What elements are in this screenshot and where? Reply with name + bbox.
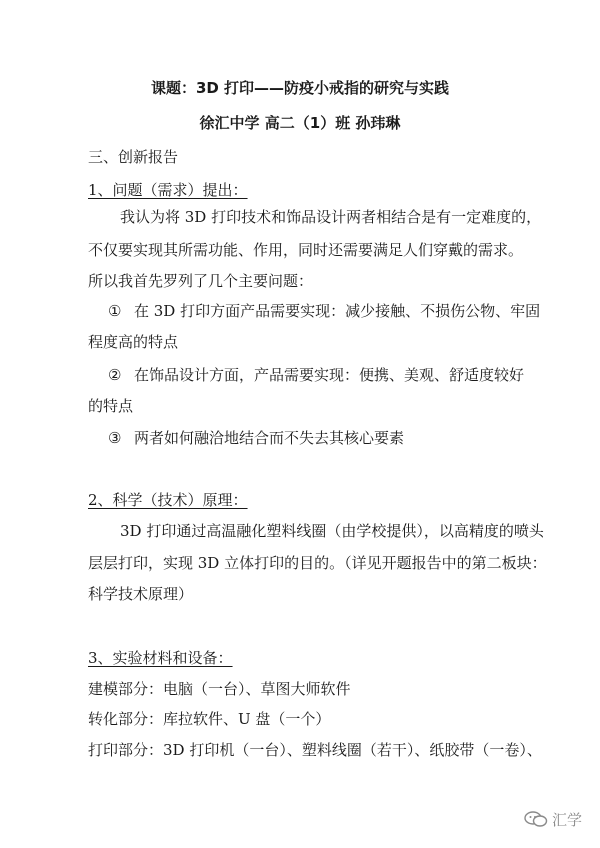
list-text: 两者如何融洽地结合而不失去其核心要素 [134, 429, 405, 447]
wechat-icon [524, 811, 548, 827]
list-item-1 [108, 301, 540, 321]
paragraph-line: 我认为将 3D 打印技术和饰品设计两者相结合是有一定难度的， [120, 208, 542, 226]
list-number: ③ [108, 429, 122, 447]
paragraph-line: 不仅要实现其所需功能、作用，同时还需要满足人们穿戴的需求。 [88, 241, 524, 259]
section-heading: 三、创新报告 [88, 148, 179, 166]
list-text: 在饰品设计方面，产品需要实现：便携、美观、舒适度较好 [134, 366, 525, 384]
author-line: 徐汇中学 高二（1）班 孙玮琳 [199, 114, 401, 132]
subsection-heading-2: 2、科学（技术）原理： [88, 491, 248, 509]
watermark-text: 汇学 [551, 811, 582, 829]
list-item-2 [108, 365, 524, 385]
paragraph-line: 所以我首先罗列了几个主要问题： [88, 272, 314, 290]
watermark [524, 809, 582, 830]
paragraph-line: 打印部分：3D 打印机（一台）、塑料线圈（若干）、纸胶带（一卷）、 [88, 741, 542, 759]
paragraph-line: 转化部分：库拉软件、U 盘（一个） [88, 710, 331, 728]
paragraph-line: 3D 打印通过高温融化塑料线圈（由学校提供），以高精度的喷头 [120, 522, 544, 540]
subsection-heading-3: 3、实验材料和设备： [88, 649, 233, 667]
list-item-3 [108, 428, 404, 448]
list-item-2-cont: 的特点 [88, 397, 134, 415]
list-item-1-cont: 程度高的特点 [88, 333, 179, 351]
document-title: 课题：3D 打印——防疫小戒指的研究与实践 [150, 79, 450, 97]
subsection-heading-1: 1、问题（需求）提出： [88, 181, 248, 199]
paragraph-line: 建模部分：电脑（一台）、草图大师软件 [88, 680, 351, 698]
list-number: ① [108, 302, 122, 320]
list-number: ② [108, 366, 122, 384]
paragraph-line: 科学技术原理） [88, 585, 194, 603]
list-text: 在 3D 打印方面产品需要实现：减少接触、不损伤公物、牢固 [134, 302, 541, 320]
paragraph-line: 层层打印，实现 3D 立体打印的目的。（详见开题报告中的第二板块： [88, 554, 547, 572]
